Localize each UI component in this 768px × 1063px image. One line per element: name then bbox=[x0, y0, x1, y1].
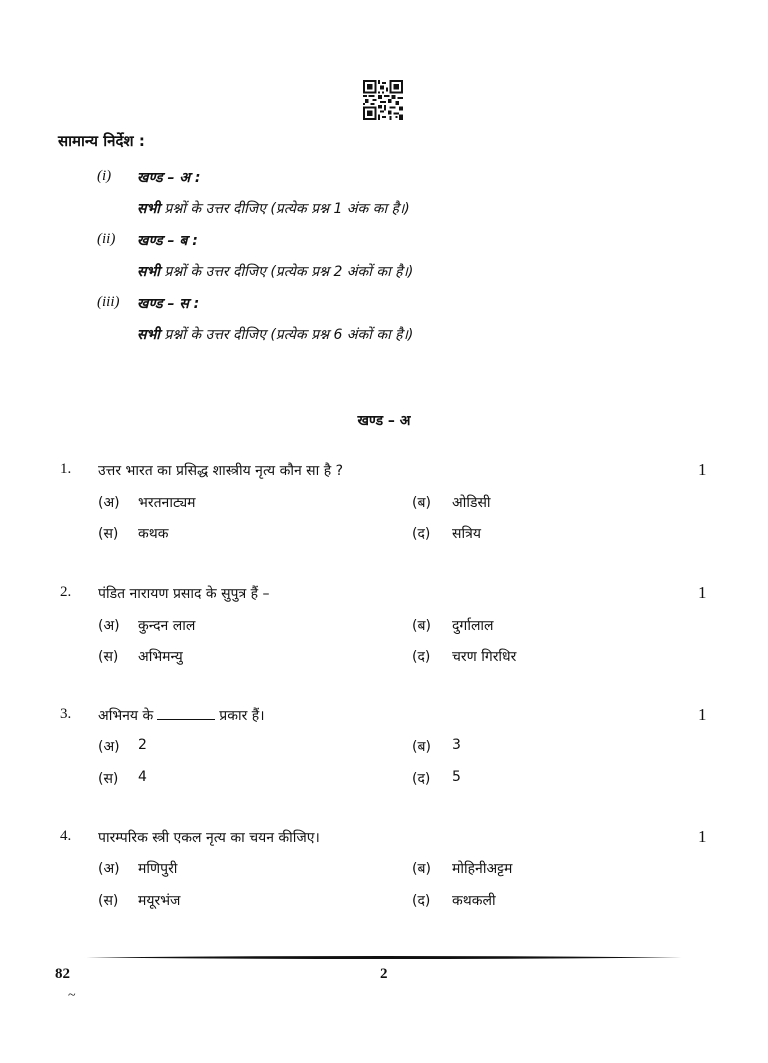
option-label: (अ) bbox=[98, 495, 120, 511]
option-text: 4 bbox=[138, 769, 147, 785]
option-label: (ब) bbox=[412, 861, 431, 877]
option-text: 3 bbox=[452, 737, 461, 753]
question-number: 1. bbox=[60, 461, 72, 477]
option-label: (द) bbox=[412, 649, 431, 665]
question-text bbox=[98, 706, 265, 725]
option-text: मणिपुरी bbox=[138, 861, 178, 877]
page-number: 2 bbox=[380, 966, 388, 982]
qr-code bbox=[363, 80, 403, 120]
footer-rule bbox=[86, 955, 682, 960]
instruction-heading: खण्ड – स : bbox=[137, 296, 200, 312]
option-text: मयूरभंज bbox=[138, 893, 181, 909]
option-label: (स) bbox=[98, 893, 119, 909]
instruction-number: (i) bbox=[97, 168, 112, 184]
instruction-detail: प्रश्नों के उत्तर दीजिए (प्रत्येक प्रश्न 1 अंक का है।) bbox=[159, 201, 410, 217]
option-label: (स) bbox=[98, 771, 119, 787]
footer-tilde: ~ bbox=[68, 988, 76, 1003]
option-text: अभिमन्यु bbox=[138, 649, 183, 665]
question-number: 2. bbox=[60, 584, 72, 600]
option-text: दुर्गालाल bbox=[452, 618, 494, 634]
option-label: (अ) bbox=[98, 739, 120, 755]
question-text: पारम्परिक स्त्री एकल नृत्य का चयन कीजिए। bbox=[98, 830, 320, 846]
option-text: भरतनाट्यम bbox=[138, 495, 196, 511]
question-number: 4. bbox=[60, 828, 72, 844]
question-number: 3. bbox=[60, 706, 72, 722]
option-text: 2 bbox=[138, 737, 147, 753]
option-text: कथक bbox=[138, 526, 169, 542]
question-marks: 1 bbox=[698, 583, 707, 602]
question-marks: 1 bbox=[698, 827, 707, 846]
option-text: 5 bbox=[452, 769, 461, 785]
paper-code: 82 bbox=[55, 966, 70, 982]
instruction-number: (ii) bbox=[97, 231, 116, 247]
question-text: उत्तर भारत का प्रसिद्ध शास्त्रीय नृत्य कौन सा है ? bbox=[98, 463, 344, 479]
instruction-text bbox=[137, 199, 410, 218]
option-text: मोहिनीअट्टम bbox=[452, 861, 513, 877]
option-label: (द) bbox=[412, 771, 431, 787]
option-label: (स) bbox=[98, 526, 119, 542]
instruction-text bbox=[137, 262, 413, 281]
question-marks: 1 bbox=[698, 460, 707, 479]
instruction-emphasis: सभी bbox=[137, 201, 160, 217]
section-heading: खण्ड – अ bbox=[357, 413, 411, 429]
question-text-start: अभिनय के bbox=[98, 708, 154, 724]
option-label: (ब) bbox=[412, 495, 431, 511]
instruction-emphasis: सभी bbox=[137, 264, 160, 280]
instruction-detail: प्रश्नों के उत्तर दीजिए (प्रत्येक प्रश्न 2 अंकों का है।) bbox=[159, 264, 414, 280]
option-text: कुन्दन लाल bbox=[138, 618, 196, 634]
question-marks: 1 bbox=[698, 705, 707, 724]
instruction-heading: खण्ड – अ : bbox=[137, 170, 201, 186]
general-instructions-title: सामान्य निर्देश : bbox=[58, 132, 145, 150]
option-text: ओडिसी bbox=[452, 495, 491, 511]
option-text: सत्रिय bbox=[452, 526, 481, 542]
option-text: कथकली bbox=[452, 893, 496, 909]
instruction-number: (iii) bbox=[97, 294, 120, 310]
option-text: चरण गिरधिर bbox=[452, 649, 517, 665]
fill-in-blank bbox=[157, 719, 215, 720]
instruction-text bbox=[137, 325, 413, 344]
option-label: (अ) bbox=[98, 861, 120, 877]
option-label: (द) bbox=[412, 526, 431, 542]
instruction-emphasis: सभी bbox=[137, 327, 160, 343]
option-label: (ब) bbox=[412, 618, 431, 634]
instruction-heading: खण्ड – ब : bbox=[137, 233, 198, 249]
option-label: (ब) bbox=[412, 739, 431, 755]
question-text: पंडित नारायण प्रसाद के सुपुत्र हैं – bbox=[98, 586, 270, 602]
option-label: (स) bbox=[98, 649, 119, 665]
question-text-end: प्रकार हैं। bbox=[219, 708, 265, 724]
option-label: (अ) bbox=[98, 618, 120, 634]
option-label: (द) bbox=[412, 893, 431, 909]
instruction-detail: प्रश्नों के उत्तर दीजिए (प्रत्येक प्रश्न 6 अंकों का है।) bbox=[159, 327, 414, 343]
